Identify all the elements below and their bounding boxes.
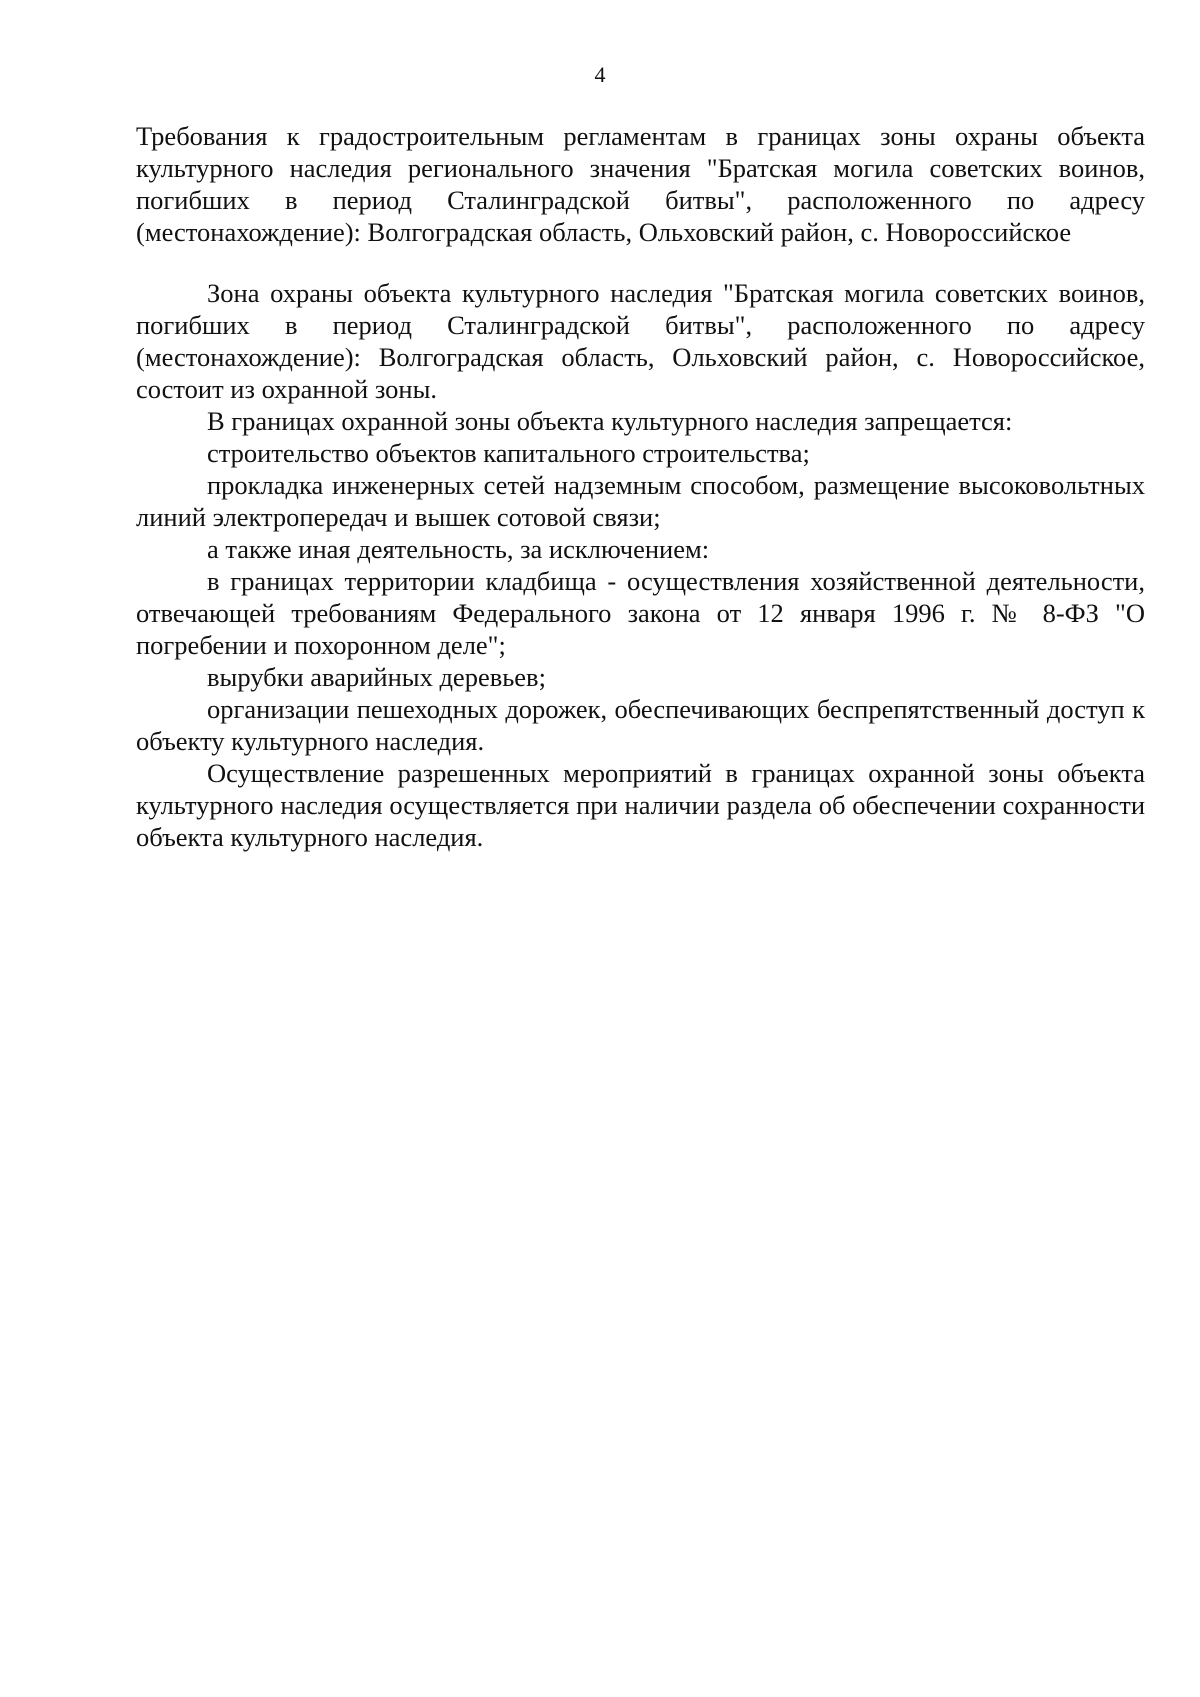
paragraph-exception-paths: организации пешеходных дорожек, обеспечивающих беспрепятственный доступ к объекту культурного наследия. [136, 694, 1145, 756]
page-number: 4 [594, 62, 606, 87]
body-text [136, 277, 1145, 853]
paragraph-prohibitions-intro: В границах охранной зоны объекта культурного наследия запрещается: [207, 406, 1013, 436]
section-heading-block [136, 120, 1145, 248]
paragraph-prohibition-networks: прокладка инженерных сетей надземным способом, размещение высоковольтных линий электропередач и вышек сотовой связи; [136, 470, 1145, 532]
paragraph-exceptions-intro: а также иная деятельность, за исключением: [207, 534, 710, 564]
section-heading: Требования к градостроительным регламентам в границах зоны охраны объекта культурного наследия регионального значения "Братская могила советских воинов, погибших в период Сталинградской битвы", расположенного по адресу (местонахождение): Волгоградская область, Ольховский район, с. Новороссийское [136, 121, 1145, 247]
paragraph-exception-cemetery: в границах территории кладбища - осуществления хозяйственной деятельности, отвечающей требованиям Федерального закона от 12 января 1996 г. № 8-ФЗ "О погребении и похоронном деле"; [136, 566, 1145, 660]
paragraph-prohibition-construction: строительство объектов капитального строительства; [207, 438, 810, 468]
paragraph-zone-composition: Зона охраны объекта культурного наследия "Братская могила советских воинов, погибших в период Сталинградской битвы", расположенного по адресу (местонахождение): Волгоградская область, Ольховский район, с. Новороссийское, состоит из охранной зоны. [136, 278, 1145, 404]
paragraph-exception-trees: вырубки аварийных деревьев; [207, 662, 546, 692]
paragraph-permitted-activities: Осуществление разрешенных мероприятий в границах охранной зоны объекта культурного наследия осуществляется при наличии раздела об обеспечении сохранности объекта культурного наследия. [136, 758, 1145, 852]
